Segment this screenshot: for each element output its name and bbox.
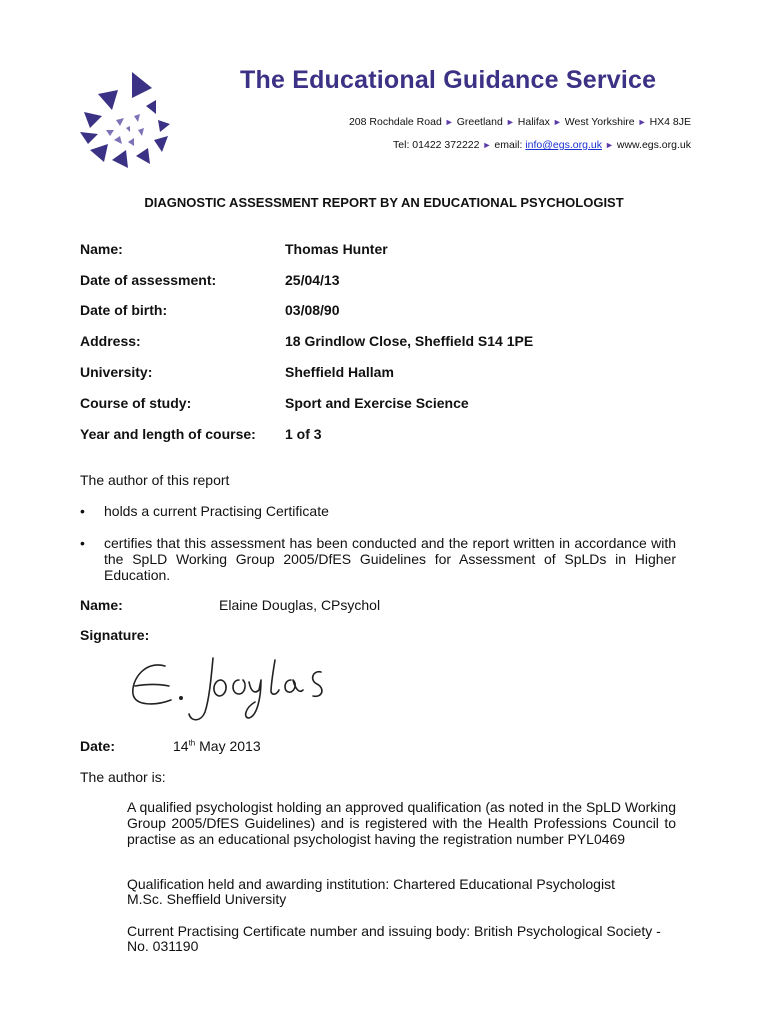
address-postcode: HX4 8JE (649, 116, 691, 128)
field-label-address: Address: (80, 333, 141, 349)
author-name-value: Elaine Douglas, CPsychol (219, 597, 381, 613)
field-value-dob: 03/08/90 (285, 302, 340, 318)
author-is-label: The author is: (80, 769, 166, 785)
arrow-icon: ► (552, 117, 562, 127)
bullet-item: certifies that this assessment has been conducted and the report written in accordance with the SpLD Working Group 2005/DfES Guidelines for Assessment of SpLDs in Higher Education. (104, 535, 676, 583)
date-rest: May 2013 (195, 738, 261, 754)
email-link[interactable]: info@egs.org.uk (525, 139, 602, 151)
author-name-label: Name: (80, 597, 123, 613)
field-value-name: Thomas Hunter (285, 241, 388, 257)
qualification-line: Qualification held and awarding institution: Chartered Educational Psychologist (127, 876, 615, 892)
date-value (173, 738, 261, 754)
address-area: Greetland (456, 116, 503, 128)
bullet-item: holds a current Practising Certificate (104, 503, 329, 519)
arrow-icon: ► (604, 140, 614, 150)
qualification-paragraph: A qualified psychologist holding an approved qualification (as noted in the SpLD Working Group 2005/DfES Guidelines) and is registered with the Health Professions Council to practise as an educational psychologist having the registration number PYL0469 (127, 799, 676, 847)
address-street: 208 Rochdale Road (348, 116, 442, 128)
field-value-address: 18 Grindlow Close, Sheffield S14 1PE (285, 333, 534, 349)
signature-label: Signature: (80, 627, 150, 643)
author-intro: The author of this report (80, 472, 230, 488)
field-label-year: Year and length of course: (80, 426, 256, 442)
field-label-assessment-date: Date of assessment: (80, 272, 217, 288)
contact-line (393, 139, 691, 151)
field-label-university: University: (80, 364, 153, 380)
date-suffix: th (188, 738, 196, 748)
egs-logo-icon (76, 70, 176, 180)
address-line (349, 116, 691, 128)
qualification-degree: M.Sc. Sheffield University (127, 891, 287, 907)
org-name: The Educational Guidance Service (240, 66, 657, 94)
field-value-year: 1 of 3 (285, 426, 322, 442)
address-town: Halifax (517, 116, 550, 128)
certificate-line: Current Practising Certificate number and issuing body: British Psychological Society - (127, 923, 661, 939)
arrow-icon: ► (505, 117, 515, 127)
date-label: Date: (80, 738, 116, 754)
report-title: DIAGNOSTIC ASSESSMENT REPORT BY AN EDUCATIONAL PSYCHOLOGIST (144, 195, 624, 210)
arrow-icon: ► (444, 117, 454, 127)
arrow-icon: ► (637, 117, 647, 127)
tel-text: Tel: 01422 372222 (393, 139, 480, 151)
address-county: West Yorkshire (564, 116, 635, 128)
field-label-name: Name: (80, 241, 123, 257)
signature-image (125, 650, 335, 730)
field-value-assessment-date: 25/04/13 (285, 272, 340, 288)
arrow-icon: ► (482, 140, 492, 150)
field-label-course: Course of study: (80, 395, 192, 411)
website-text: www.egs.org.uk (616, 139, 691, 151)
field-value-course: Sport and Exercise Science (285, 395, 469, 411)
date-day: 14 (173, 738, 189, 754)
bullet-icon: • (80, 535, 85, 551)
bullet-icon: • (80, 503, 85, 519)
email-label: email: (494, 139, 523, 151)
field-value-university: Sheffield Hallam (285, 364, 394, 380)
field-label-dob: Date of birth: (80, 302, 168, 318)
certificate-number: No. 031190 (127, 938, 199, 954)
